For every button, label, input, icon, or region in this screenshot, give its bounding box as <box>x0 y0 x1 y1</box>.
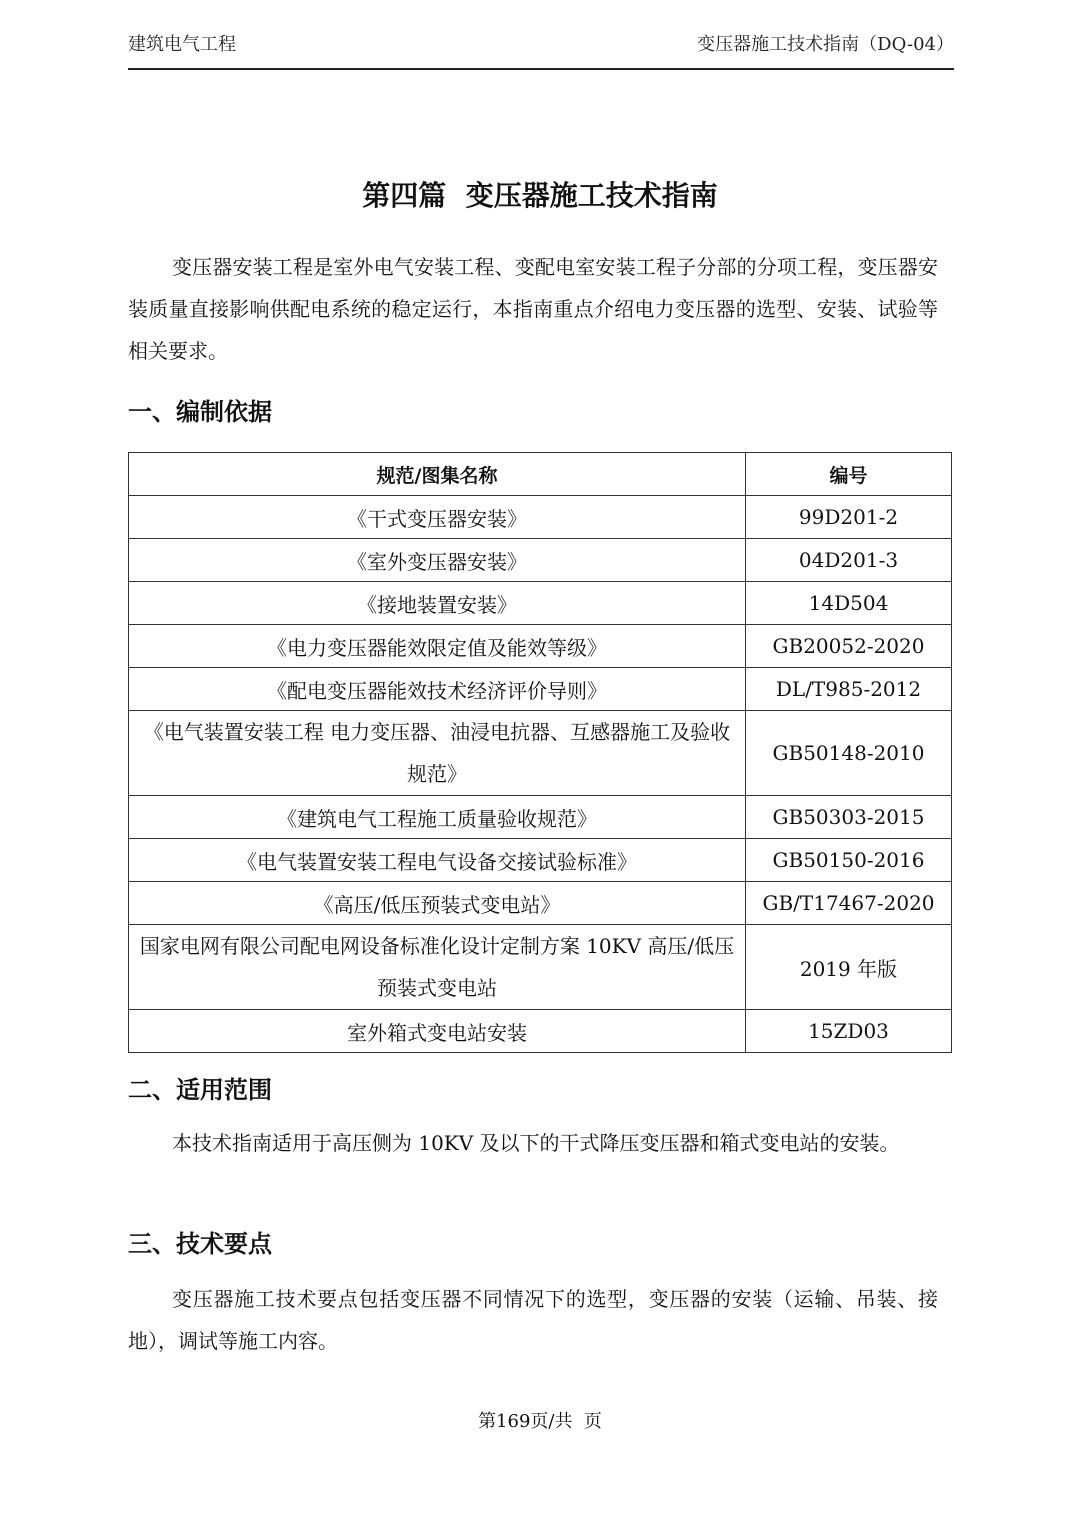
standard-name: 《室外变压器安装》 <box>129 539 746 582</box>
table-row <box>129 496 952 539</box>
table-header-code: 编号 <box>746 453 952 496</box>
table-header-row <box>129 453 952 496</box>
table-row <box>129 882 952 925</box>
table-row <box>129 668 952 711</box>
standard-name: 《电气装置安装工程电气设备交接试验标准》 <box>129 839 746 882</box>
standard-name: 《接地装置安装》 <box>129 582 746 625</box>
standard-code: 2019 年版 <box>746 925 952 1010</box>
table-row <box>129 796 952 839</box>
table-row <box>129 839 952 882</box>
table-row <box>129 582 952 625</box>
standard-code: GB20052-2020 <box>746 625 952 668</box>
standards-table <box>128 452 952 1053</box>
table-row <box>129 625 952 668</box>
standard-code: GB/T17467-2020 <box>746 882 952 925</box>
page-title: 第四篇 变压器施工技术指南 <box>362 179 718 212</box>
standard-name: 室外箱式变电站安装 <box>129 1010 746 1053</box>
standard-code: DL/T985-2012 <box>746 668 952 711</box>
standard-name: 国家电网有限公司配电网设备标准化设计定制方案 10KV 高压/低压预装式变电站 <box>129 925 746 1010</box>
standard-name: 《电气装置安装工程 电力变压器、油浸电抗器、互感器施工及验收规范》 <box>129 711 746 796</box>
section2-heading: 二、适用范围 <box>128 1076 272 1104</box>
standard-code: GB50150-2016 <box>746 839 952 882</box>
table-header-name: 规范/图集名称 <box>129 453 746 496</box>
standard-name: 《干式变压器安装》 <box>129 496 746 539</box>
standard-name: 《高压/低压预装式变电站》 <box>129 882 746 925</box>
standard-code: 15ZD03 <box>746 1010 952 1053</box>
section1-heading: 一、编制依据 <box>128 398 272 426</box>
standard-code: GB50303-2015 <box>746 796 952 839</box>
page-footer: 第169页/共 页 <box>478 1411 602 1432</box>
table-row <box>129 539 952 582</box>
table-row <box>129 1010 952 1053</box>
standard-name: 《建筑电气工程施工质量验收规范》 <box>129 796 746 839</box>
page-header <box>128 30 954 70</box>
standard-code: 04D201-3 <box>746 539 952 582</box>
header-left: 建筑电气工程 <box>128 34 236 55</box>
table-row <box>129 925 952 1010</box>
standard-code: 99D201-2 <box>746 496 952 539</box>
standard-code: GB50148-2010 <box>746 711 952 796</box>
section2-paragraph: 本技术指南适用于高压侧为 10KV 及以下的干式降压变压器和箱式变电站的安装。 <box>172 1131 900 1155</box>
section3-heading: 三、技术要点 <box>128 1230 272 1258</box>
standard-name: 《配电变压器能效技术经济评价导则》 <box>129 668 746 711</box>
standard-code: 14D504 <box>746 582 952 625</box>
header-right: 变压器施工技术指南（DQ-04） <box>697 34 954 55</box>
table-row <box>129 711 952 796</box>
standard-name: 《电力变压器能效限定值及能效等级》 <box>129 625 746 668</box>
section3-paragraph: 变压器施工技术要点包括变压器不同情况下的选型，变压器的安装（运输、吊装、接地），调试等施工内容。 <box>128 1287 938 1353</box>
intro-paragraph: 变压器安装工程是室外电气安装工程、变配电室安装工程子分部的分项工程，变压器安装质量直接影响供配电系统的稳定运行，本指南重点介绍电力变压器的选型、安装、试验等相关要求。 <box>128 255 938 363</box>
